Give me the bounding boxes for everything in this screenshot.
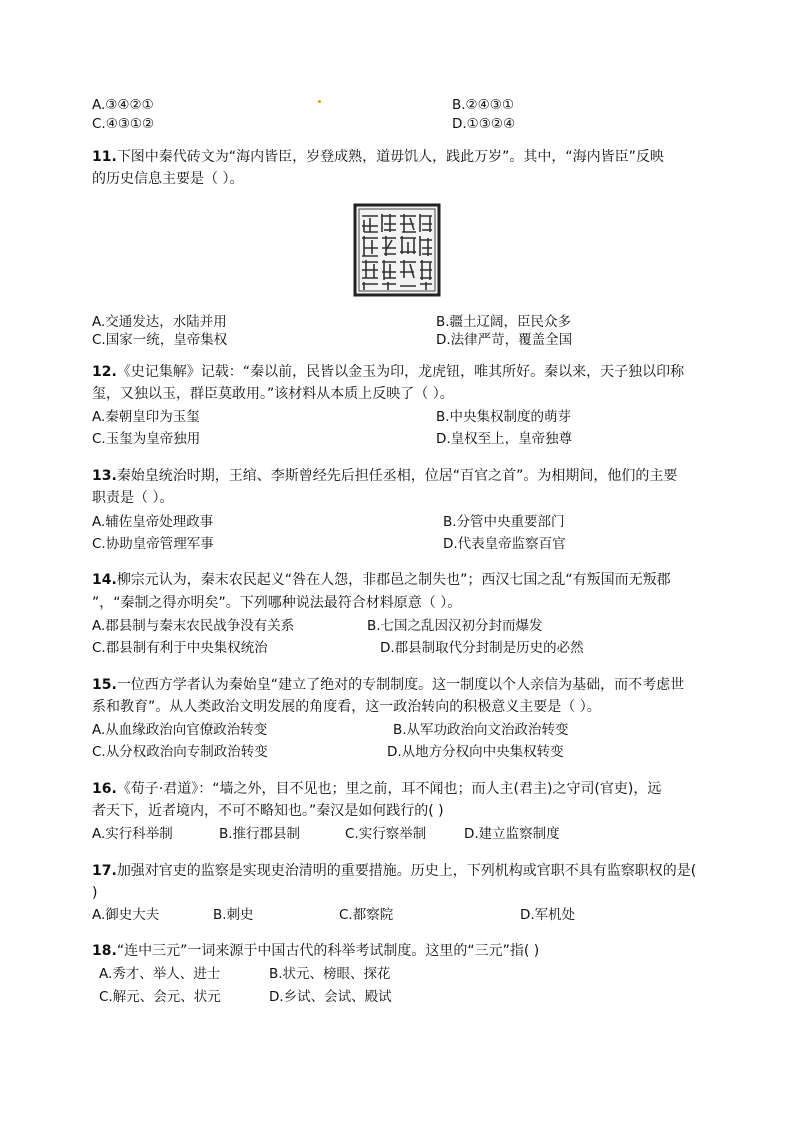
question-16-line-2: 者天下，近者境内，不可不略知也。”秦汉是如何践行的( ): [92, 803, 444, 819]
question-14-option-a: A.郡县制与秦末农民战争没有关系: [92, 618, 295, 634]
question-13-option-b: B.分管中央重要部门: [443, 514, 565, 530]
stray-dot: [318, 100, 321, 103]
question-16-option-b: B.推行郡县制: [219, 826, 301, 842]
question-12-line-1: 12.《史记集解》记载：“秦以前，民皆以金玉为印，龙虎钮，唯其所好。秦以来，天子独以印称: [92, 364, 685, 380]
question-15-option-c: C.从分权政治向专制政治转变: [92, 744, 268, 760]
qin-brick-inscription-image: [352, 202, 442, 298]
question-14-option-b: B.七国之乱因汉初分封而爆发: [367, 618, 543, 634]
question-11-option-c: C.国家一统，皇帝集权: [92, 332, 228, 348]
question-14-line-1: 14.柳宗元认为，秦末农民起义“咎在人怨，非郡邑之制失也”；西汉七国之乱“有叛国而无叛郡: [92, 572, 671, 588]
question-18-option-a: A.秀才、举人、进士: [99, 966, 221, 982]
question-15-line-1: 15.一位西方学者认为秦始皇“建立了绝对的专制制度。这一制度以个人亲信为基础，而不考虑世: [92, 677, 685, 693]
question-16-option-a: A.实行科举制: [92, 826, 173, 842]
question-18-option-b: B.状元、榜眼、探花: [269, 966, 391, 982]
question-14-option-d: D.郡县制取代分封制是历史的必然: [380, 640, 584, 656]
question-18-line-1: 18.“连中三元”一词来源于中国古代的科举考试制度。这里的“三元”指( ): [92, 943, 540, 959]
question-18-option-c: C.解元、会元、状元: [99, 989, 221, 1005]
question-15-option-b: B.从军功政治向文治政治转变: [393, 722, 569, 738]
question-11-option-a: A.交通发达，水陆并用: [92, 314, 227, 330]
question-14-line-2: ”，“秦制之得亦明矣”。下列哪种说法最符合材料原意（ ）。: [92, 595, 462, 611]
question-13-line-2: 职责是（ ）。: [92, 490, 174, 506]
question-13-option-c: C.协助皇帝管理军事: [92, 536, 214, 552]
question-12-option-c: C.玉玺为皇帝独用: [92, 431, 201, 447]
question-11-option-d: D.法律严苛，覆盖全国: [436, 332, 573, 348]
option-d: D.①③②④: [452, 116, 516, 132]
question-16-option-c: C.实行察举制: [345, 826, 427, 842]
question-11-line-1: 11.下图中秦代砖文为“海内皆臣，岁登成熟，道毋饥人，践此万岁”。其中，“海内皆臣”反映: [92, 149, 664, 165]
option-b: B.②④③①: [452, 97, 514, 113]
question-12-option-a: A.秦朝皇印为玉玺: [92, 409, 200, 425]
question-16-line-1: 16.《荀子·君道》：“墙之外，目不见也；里之前，耳不闻也；而人主(君主)之守司(官吏)，远: [92, 781, 662, 797]
question-17-option-b: B.刺史: [213, 907, 254, 923]
question-12-option-d: D.皇权至上，皇帝独尊: [436, 431, 573, 447]
option-a: A.③④②①: [92, 97, 154, 113]
question-13-option-a: A.辅佐皇帝处理政事: [92, 514, 214, 530]
question-17-line-1: 17.加强对官吏的监察是实现吏治清明的重要措施。历史上，下列机构或官职不具有监察职权的是(: [92, 863, 697, 879]
option-c: C.④③①②: [92, 116, 155, 132]
question-15-line-2: 系和教育”。从人类政治文明发展的角度看，这一政治转向的积极意义主要是（ ）。: [92, 699, 601, 715]
question-18-option-d: D.乡试、会试、殿试: [269, 989, 392, 1005]
question-16-option-d: D.建立监察制度: [464, 826, 560, 842]
question-14-option-c: C.郡县制有利于中央集权统治: [92, 640, 268, 656]
question-17-option-c: C.都察院: [339, 907, 394, 923]
question-13-option-d: D.代表皇帝监察百官: [443, 536, 566, 552]
question-12-option-b: B.中央集权制度的萌芽: [436, 409, 572, 425]
question-11-option-b: B.疆土辽阔，臣民众多: [436, 314, 572, 330]
question-17-line-2: ): [92, 885, 98, 901]
question-15-option-d: D.从地方分权向中央集权转变: [387, 744, 564, 760]
question-17-option-d: D.军机处: [520, 907, 576, 923]
question-15-option-a: A.从血缘政治向官僚政治转变: [92, 722, 268, 738]
question-13-line-1: 13.秦始皇统治时期，王绾、李斯曾经先后担任丞相，位居“百官之首”。为相期间，他们的主要: [92, 468, 678, 484]
question-12-line-2: 玺，又独以玉，群臣莫敢用。”该材料从本质上反映了（ ）。: [92, 386, 454, 402]
question-11-line-2: 的历史信息主要是（ ）。: [92, 171, 244, 187]
question-17-option-a: A.御史大夫: [92, 907, 160, 923]
